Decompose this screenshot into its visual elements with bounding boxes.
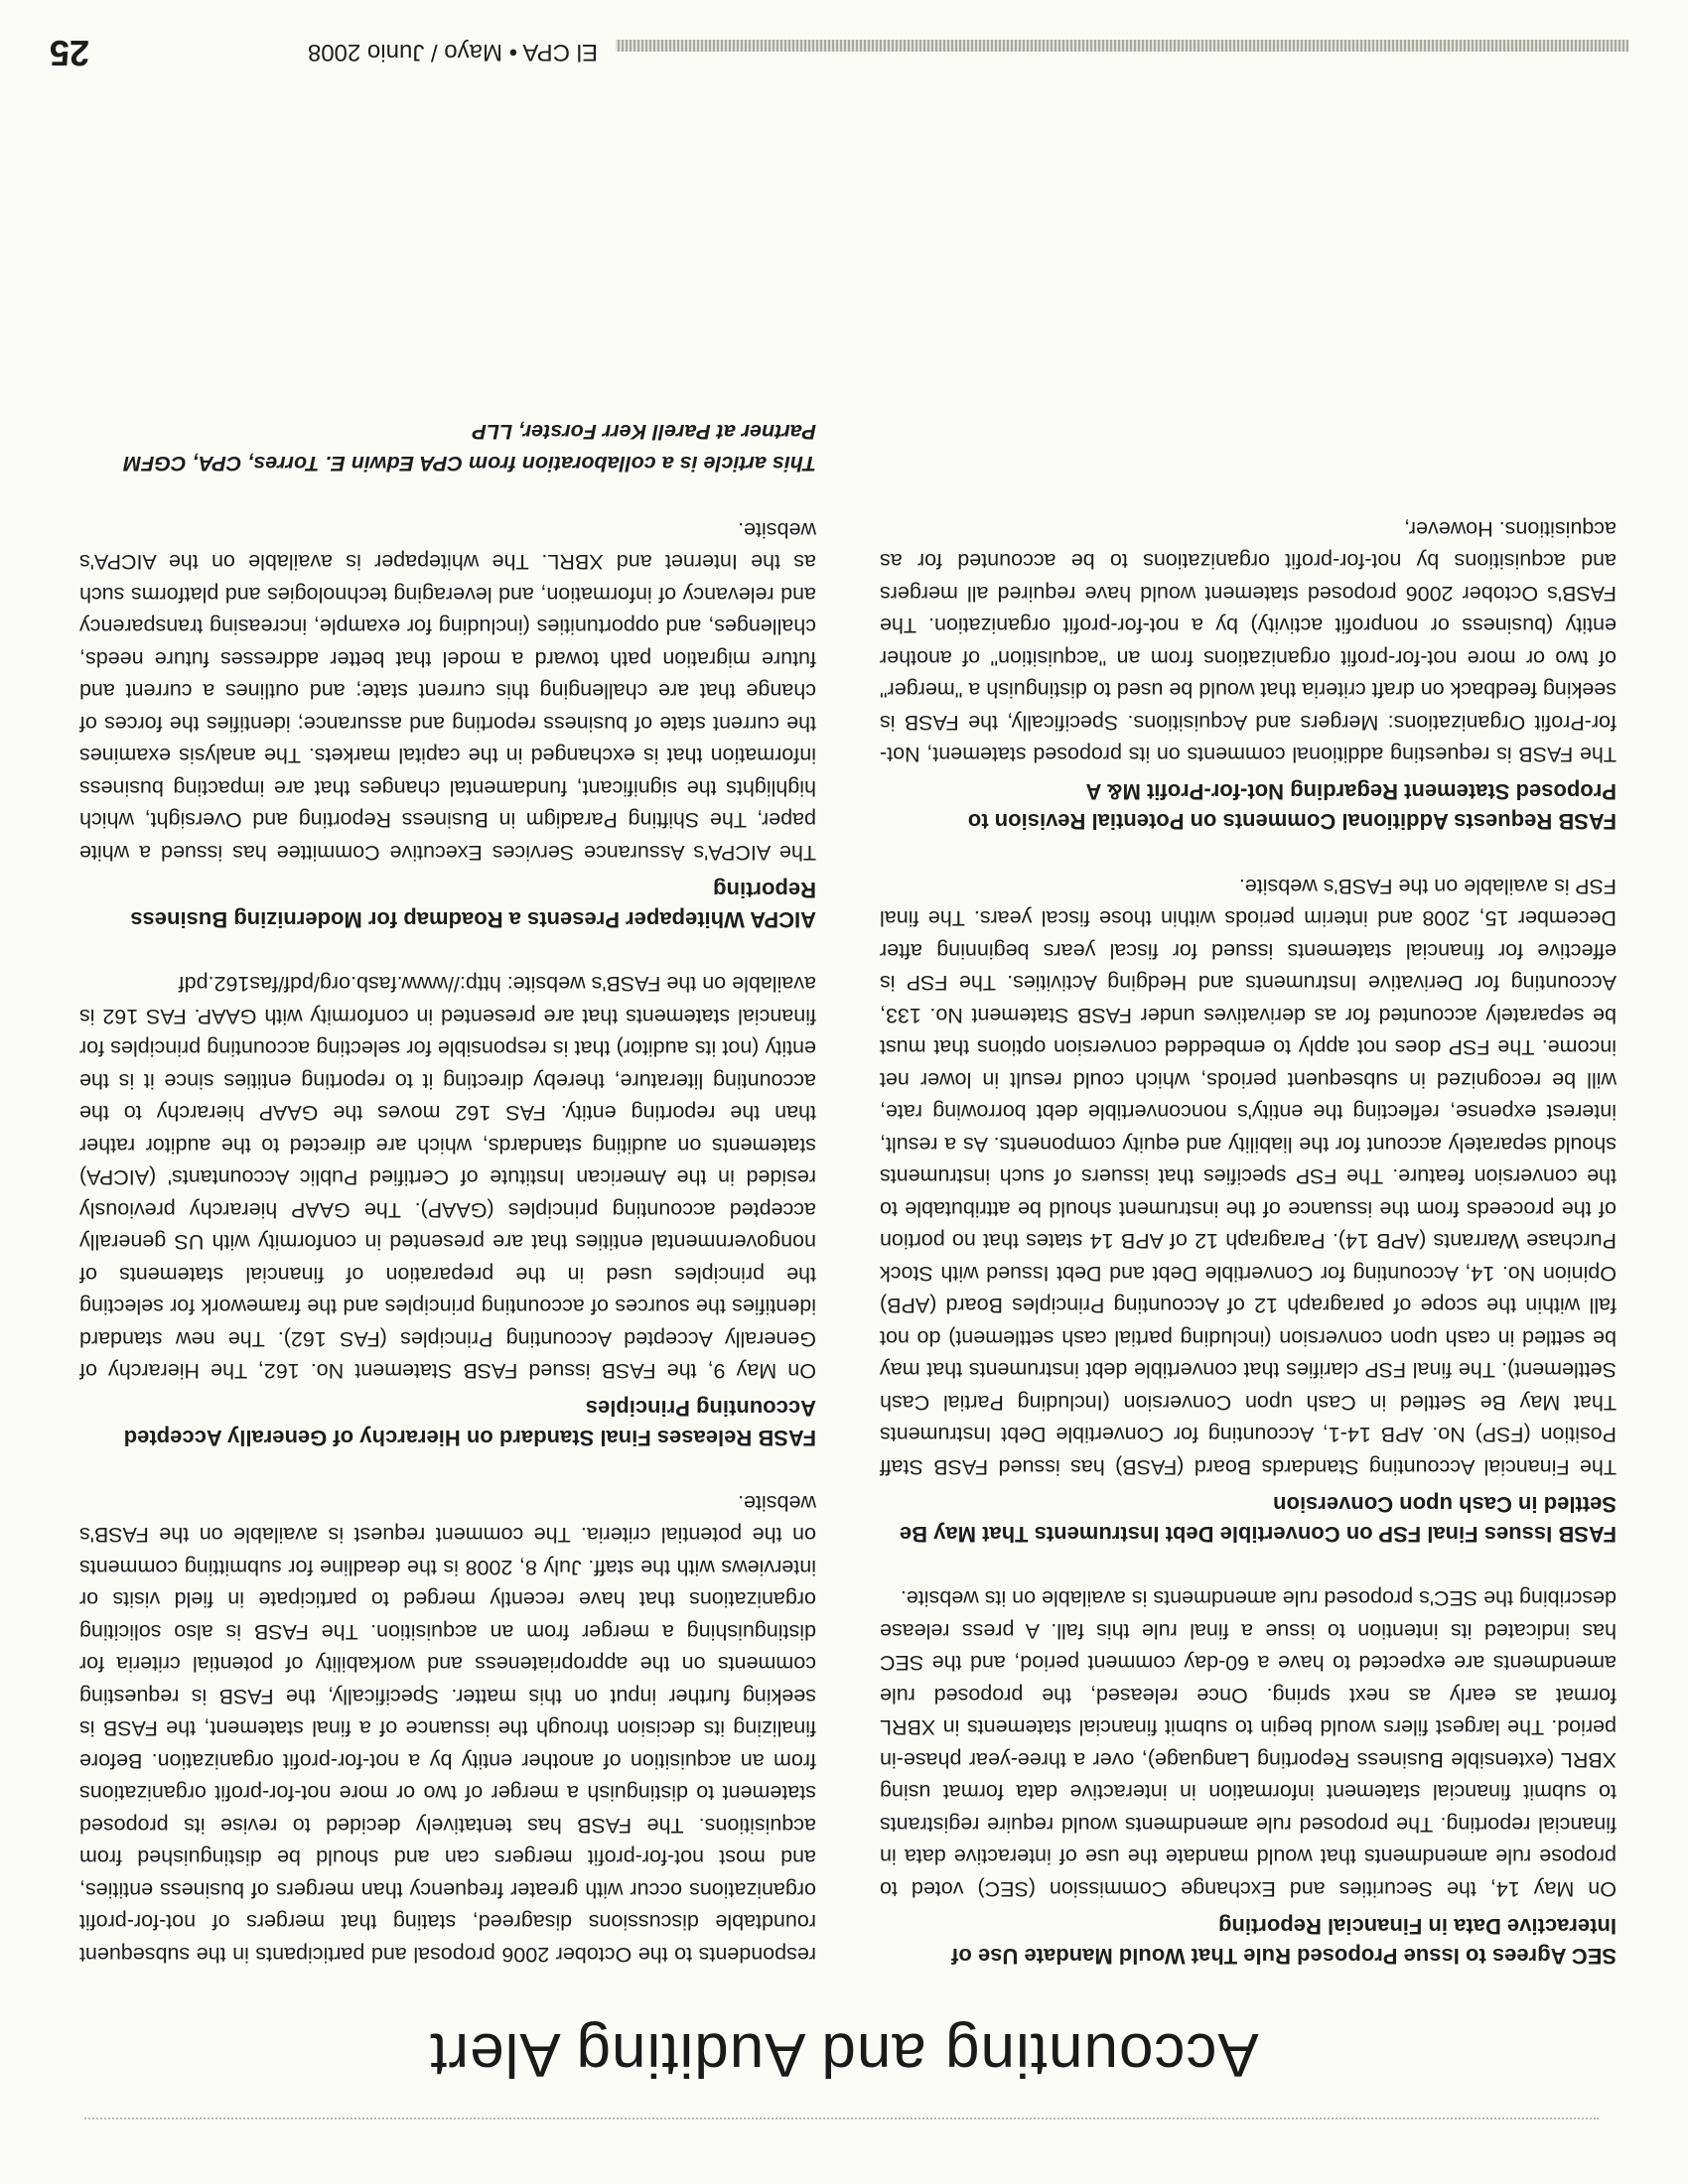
article-body: The FASB is requesting additional comments on its proposed statement, Not-for-Profit Organizations: Mergers and Acquisitions. Specifically, the FASB is seeking feedback on draft criteria that would be used to distinguish a "merger" of two or more not-for-profit organizations from an "acquisition" of another entity (business or nonprofit activity) by a not-for-profit organization. The FASB's October 2006 proposed statement would have required all mergers and acquisitions by not-for-profit organizations to be accounted for as acquisitions. However, (880, 517, 1617, 767)
article-sec-interactive-data (880, 1582, 1617, 1971)
publication-name: El CPA • Mayo / Junio 2008 (307, 39, 598, 66)
article-heading: SEC Agrees to Issue Proposed Rule That Would Mandate Use of Interactive Data in Financial Reporting (951, 1914, 1617, 1969)
article-not-for-profit-ma (880, 513, 1617, 837)
page-number: 25 (50, 33, 90, 73)
article-heading: FASB Releases Final Standard on Hierarchy of Generally Accepted Accounting Principles (123, 1396, 816, 1451)
article-heading: AICPA Whitepaper Presents a Roadmap for Modernizing Business Reporting (130, 878, 816, 932)
article-continuation: respondents to the October 2006 proposal and participants in the subsequent roundtable discussions disagreed, stating that mergers of not-for-profit organizations occur with greater frequency than mergers of business entities, and most not-for-profit mergers can and should be distinguished from acquisitions. The FASB has tentatively decided to revise its proposed statement to distinguish a merger of two or more not-for-profit organizations from an acquisition of another entity by a not-for-profit organization. Before finalizing its decision through the issuance of a final statement, the FASB is seeking further input on this matter. Specifically, the FASB is requesting comments on the appropriateness and workability of potential criteria for distinguishing a merger from an acquisition. The FASB is also soliciting organizations that have recently merged to participate in field visits or interviews with the staff. July 8, 2008 is the deadline for submitting comments on the potential criteria. The comment request is available on the FASB's website. (79, 1491, 816, 1967)
article-gaap-hierarchy (79, 968, 816, 1453)
author-credit: This article is a collaboration from CPA Edwin E. Torres, CPA, CGFM Partner at Parell Kerr Forster, LLP (123, 420, 816, 477)
article-body: The Financial Accounting Standards Board (FASB) has issued FASB Staff Position (FSP) No. APB 14-1, Accounting for Convertible Debt Instruments That May Be Settled in Cash upon Conversion (Including Partial Cash Settlement). The final FSP clarifies that convertible debt instruments that may be settled in cash upon conversion (including partial cash settlement) do not fall within the scope of paragraph 12 of Accounting Principles Board (APB) Opinion No. 14, Accounting for Convertible Debt and Debt Issued with Stock Purchase Warrants (APB 14). Paragraph 12 of APB 14 states that no portion of the proceeds from the issuance of the instrument should be attributable to the conversion feature. The FSP specifies that issuers of such instruments should separately account for the liability and equity components. As a result, interest expense, reflecting the entity's nonconvertible debt borrowing rate, will be recognized in subsequent periods, which could result in lower net income. The FSP does not apply to embedded conversion options that must be separately accounted for as derivatives under FASB Statement No. 133, Accounting for Derivative Instruments and Hedging Activities. The FSP is effective for financial statements issued for fiscal years beginning after December 15, 2008 and interim periods within those fiscal years. The final FSP is available on the FASB's website. (880, 875, 1617, 1479)
page-title: Accounting and Auditing Alert (429, 2020, 1259, 2089)
right-column (79, 383, 816, 1972)
article-body: On May 9, the FASB issued FASB Statement No. 162, The Hierarchy of Generally Accepted Accounting Principles (FAS 162). The new standard identifies the sources of accounting principles and the framework for selecting the principles used in the preparation of financial statements of nongovernmental entities that are presented in conformity with US generally accepted accounting principles (GAAP). The GAAP hierarchy previously resided in the American Institute of Certified Public Accountants' (AICPA) statements on auditing standards, which are directed to the auditor rather than the reporting entity. FAS 162 moves the GAAP hierarchy to the accounting literature, thereby directing it to reporting entities since it is the entity (not its auditor) that is responsible for selecting accounting principles for financial statements that are presented in conformity with GAAP. FAS 162 is available on the FASB's website: http://www.fasb.org/pdf/fas162.pdf (79, 972, 816, 1384)
page-footer (50, 26, 1628, 73)
article-heading: FASB Requests Additional Comments on Potential Revision to Proposed Statement Regarding Not-for-Profit M& A (967, 779, 1617, 835)
footer-rule (616, 40, 1628, 52)
top-dotted-rule (84, 2117, 1599, 2119)
article-fsp-convertible-debt (880, 871, 1617, 1550)
article-body: On May 14, the Securities and Exchange Commission (SEC) voted to propose rule amendments that would mandate the use of interactive data in financial reporting. The proposed rule amendments would require registrants to submit financial statement information in interactive data format using XBRL (extensible Business Reporting Language), over a three-year phase-in period. The largest filers would begin to submit financial statements in XBRL format as early as next spring. Once released, the proposed rule amendments are expected to have a 60-day comment period, and the SEC has indicated its intention to issue a final rule this fall. A press release describing the SEC's proposed rule amendments is available on its website. (880, 1586, 1617, 1901)
article-body: The AICPA's Assurance Services Executive Committee has issued a white paper, The Shifting Paradigm in Business Reporting and Oversight, which highlights the significant, fundamental changes that are impacting business information that is exchanged in the capital markets. The analysis examines the current state of business reporting and assurance; identifies the forces of change that are challenging this current state; and outlines a current and future migration path toward a model that better addresses future needs, challenges, and opportunities (including for example, increasing transparency and relevancy of information, and leveraging technologies and platforms such as the Internet and XBRL. The whitepaper is available on the AICPA's website. (79, 518, 816, 865)
article-heading: FASB Issues Final FSP on Convertible Debt Instruments That May Be Settled in Cash upon Conversion (899, 1492, 1617, 1547)
article-aicpa-whitepaper (79, 514, 816, 935)
left-column (880, 479, 1617, 1972)
